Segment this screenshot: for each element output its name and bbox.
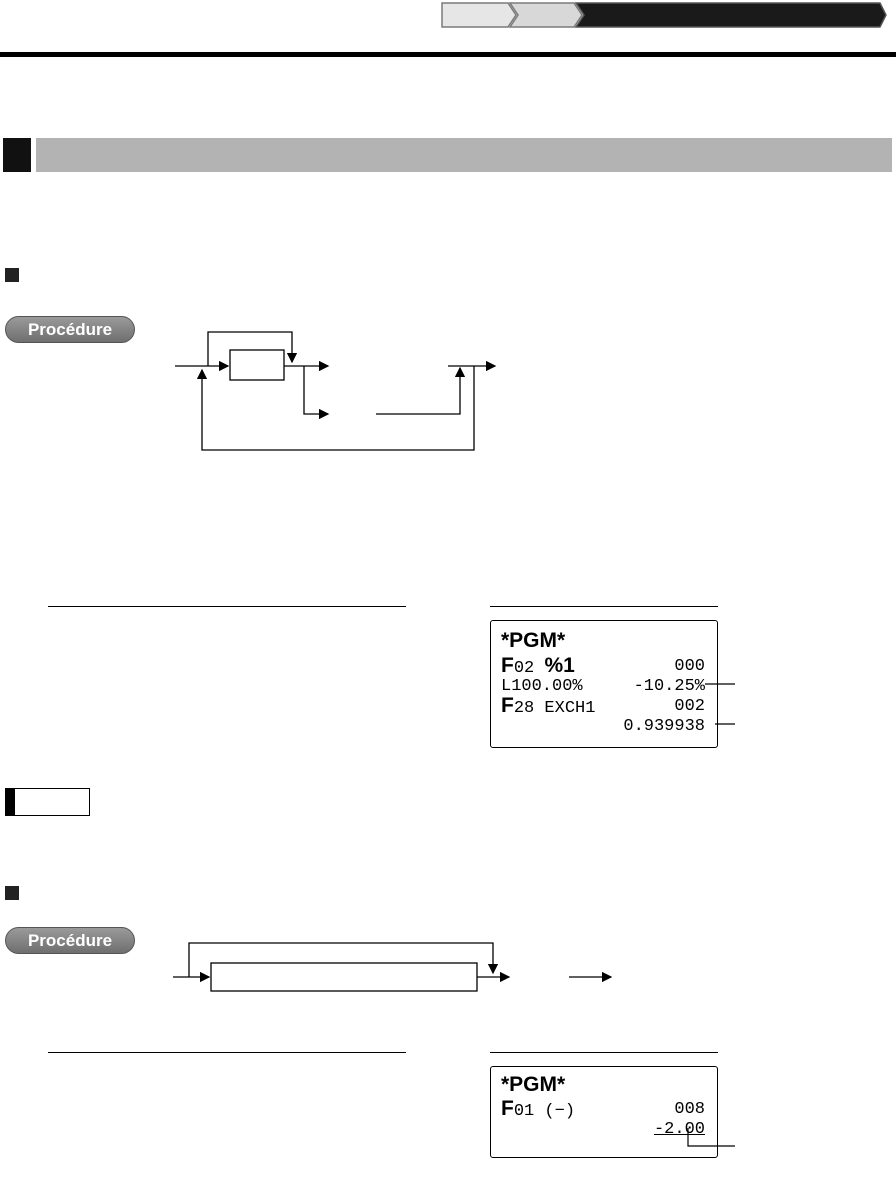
receipt-title: *PGM* — [501, 629, 566, 652]
example-print-underline-2 — [490, 1052, 718, 1053]
receipt-2-line-job-code: 008 — [674, 1100, 705, 1119]
receipt-line-exch: F28 EXCH1 — [501, 694, 596, 718]
receipt-line-rate: -10.25% — [633, 677, 705, 696]
note-label-box — [5, 788, 90, 816]
subsection-marker-2 — [5, 886, 19, 900]
receipt-line-job-code: 000 — [674, 657, 705, 676]
receipt-print-1 — [490, 620, 718, 748]
receipt-line-exch-rate: 0.939938 — [623, 717, 705, 736]
receipt-line-exch-code: 002 — [674, 697, 705, 716]
flow-branch-down — [304, 366, 328, 414]
procedure-pill-1: Procédure — [5, 316, 135, 343]
flow2-entry-box — [211, 963, 477, 991]
receipt-2-line-amount: -2.00 — [653, 1120, 705, 1139]
procedure-flow-diagram-2 — [165, 935, 625, 995]
example-key-operation-underline-1 — [48, 606, 406, 607]
section-marker — [3, 138, 31, 172]
breadcrumb-tab-1[interactable] — [442, 3, 516, 27]
top-rule — [0, 52, 896, 57]
flow-join-up — [376, 368, 460, 414]
example-key-operation-underline-2 — [48, 1052, 406, 1053]
receipt-2-title: *PGM* — [501, 1073, 566, 1096]
flow-key-box — [230, 350, 284, 380]
breadcrumb-tab-2[interactable] — [510, 3, 582, 27]
breadcrumb-tab-3[interactable] — [576, 3, 886, 27]
receipt-2-line-job: F01 (−) — [501, 1097, 576, 1121]
breadcrumb — [440, 1, 888, 29]
receipt-line-limit: L100.00% — [501, 677, 583, 696]
receipt-1-callouts — [705, 670, 745, 730]
callout-line-amount — [688, 1128, 735, 1146]
example-print-underline-1 — [490, 606, 718, 607]
procedure-pill-2: Procédure — [5, 927, 135, 954]
subsection-marker-1 — [5, 268, 19, 282]
procedure-flow-diagram-1 — [160, 320, 520, 460]
note-label-marker — [5, 788, 15, 816]
receipt-line-job: F02 %1 — [501, 654, 575, 678]
receipt-2-callout — [680, 1120, 740, 1160]
section-header-bar — [36, 138, 892, 172]
